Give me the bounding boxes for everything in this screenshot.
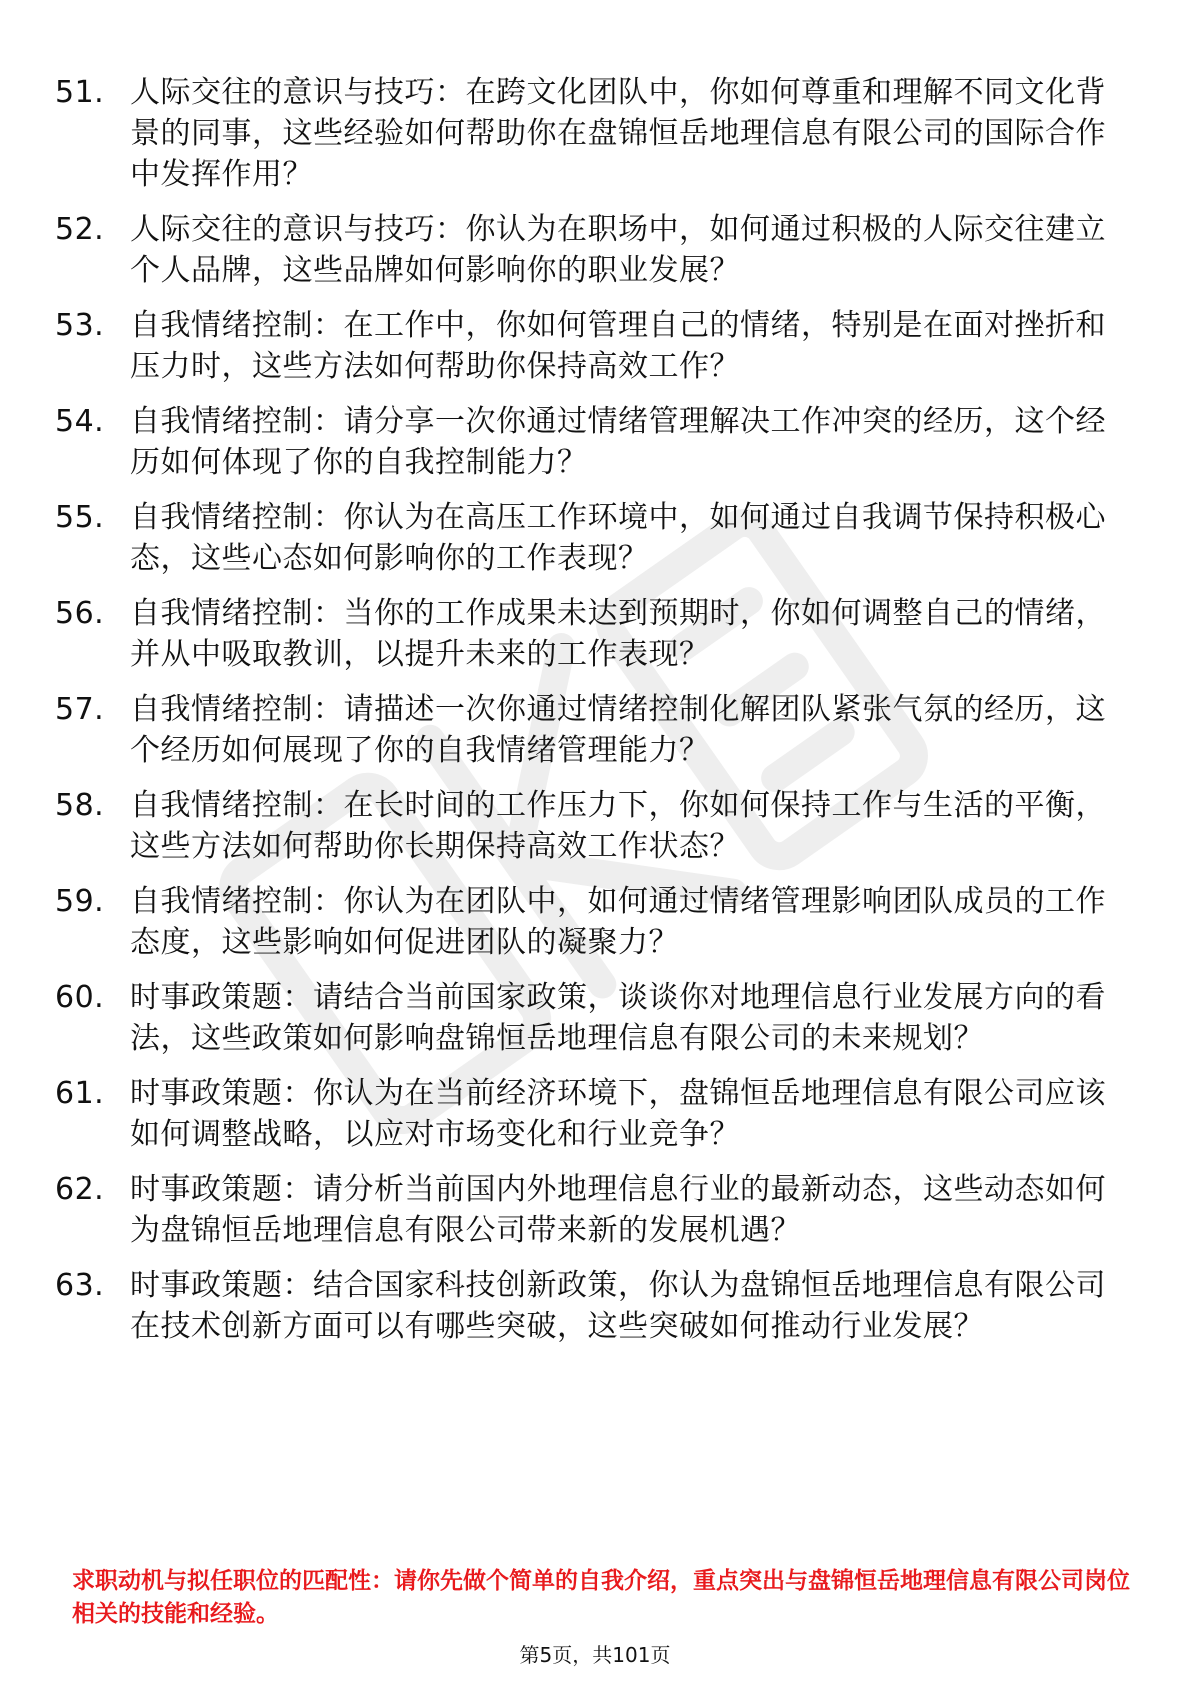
question-text: 自我情绪控制：在工作中，你如何管理自己的情绪，特别是在面对挫折和压力时，这些方法如何帮助你保持高效工作？: [130, 308, 1106, 384]
question-item: [55, 72, 1135, 195]
question-text: 人际交往的意识与技巧：你认为在职场中，如何通过积极的人际交往建立个人品牌，这些品牌如何影响你的职业发展？: [130, 212, 1106, 288]
question-text: 自我情绪控制：请描述一次你通过情绪控制化解团队紧张气氛的经历，这个经历如何展现了你的自我情绪管理能力？: [130, 692, 1106, 768]
question-item: [55, 689, 1135, 771]
question-text: 时事政策题：请结合当前国家政策，谈谈你对地理信息行业发展方向的看法，这些政策如何影响盘锦恒岳地理信息有限公司的未来规划？: [130, 980, 1106, 1056]
question-item: [55, 1073, 1135, 1155]
question-number: 54.: [55, 404, 105, 439]
question-number: 63.: [55, 1268, 105, 1303]
question-text: 时事政策题：请分析当前国内外地理信息行业的最新动态，这些动态如何为盘锦恒岳地理信息有限公司带来新的发展机遇？: [130, 1172, 1106, 1248]
question-item: [55, 497, 1135, 579]
question-number: 56.: [55, 596, 105, 631]
question-number: 62.: [55, 1172, 105, 1207]
question-number: 60.: [55, 980, 105, 1015]
question-text: 时事政策题：你认为在当前经济环境下，盘锦恒岳地理信息有限公司应该如何调整战略，以应对市场变化和行业竞争？: [130, 1076, 1106, 1152]
question-item: [55, 305, 1135, 387]
question-item: [55, 401, 1135, 483]
question-number: 58.: [55, 788, 105, 823]
question-item: [55, 1265, 1135, 1347]
page-number: 第5页，共101页: [519, 1643, 671, 1667]
question-number: 59.: [55, 884, 105, 919]
question-text: 自我情绪控制：当你的工作成果未达到预期时，你如何调整自己的情绪，并从中吸取教训，以提升未来的工作表现？: [130, 596, 1106, 672]
question-number: 55.: [55, 500, 105, 535]
question-number: 53.: [55, 308, 105, 343]
highlighted-question: 求职动机与拟任职位的匹配性：请你先做个简单的自我介绍，重点突出与盘锦恒岳地理信息有限公司岗位相关的技能和经验。: [72, 1568, 1130, 1627]
question-item: [55, 1169, 1135, 1251]
question-text: 自我情绪控制：你认为在团队中，如何通过情绪管理影响团队成员的工作态度，这些影响如何促进团队的凝聚力？: [130, 884, 1106, 960]
question-text: 自我情绪控制：你认为在高压工作环境中，如何通过自我调节保持积极心态，这些心态如何影响你的工作表现？: [130, 500, 1106, 576]
question-number: 61.: [55, 1076, 105, 1111]
question-text: 自我情绪控制：请分享一次你通过情绪管理解决工作冲突的经历，这个经历如何体现了你的自我控制能力？: [130, 404, 1106, 480]
question-number: 52.: [55, 212, 105, 247]
question-text: 人际交往的意识与技巧：在跨文化团队中，你如何尊重和理解不同文化背景的同事，这些经验如何帮助你在盘锦恒岳地理信息有限公司的国际合作中发挥作用？: [130, 75, 1106, 192]
question-item: [55, 977, 1135, 1059]
question-number: 57.: [55, 692, 105, 727]
question-text: 自我情绪控制：在长时间的工作压力下，你如何保持工作与生活的平衡，这些方法如何帮助你长期保持高效工作状态？: [130, 788, 1106, 864]
question-list: [55, 72, 1135, 1361]
question-text: 时事政策题：结合国家科技创新政策，你认为盘锦恒岳地理信息有限公司在技术创新方面可以有哪些突破，这些突破如何推动行业发展？: [130, 1268, 1106, 1344]
question-item: [55, 593, 1135, 675]
question-item: [55, 785, 1135, 867]
question-number: 51.: [55, 75, 105, 110]
question-item: [55, 209, 1135, 291]
question-item: [55, 881, 1135, 963]
